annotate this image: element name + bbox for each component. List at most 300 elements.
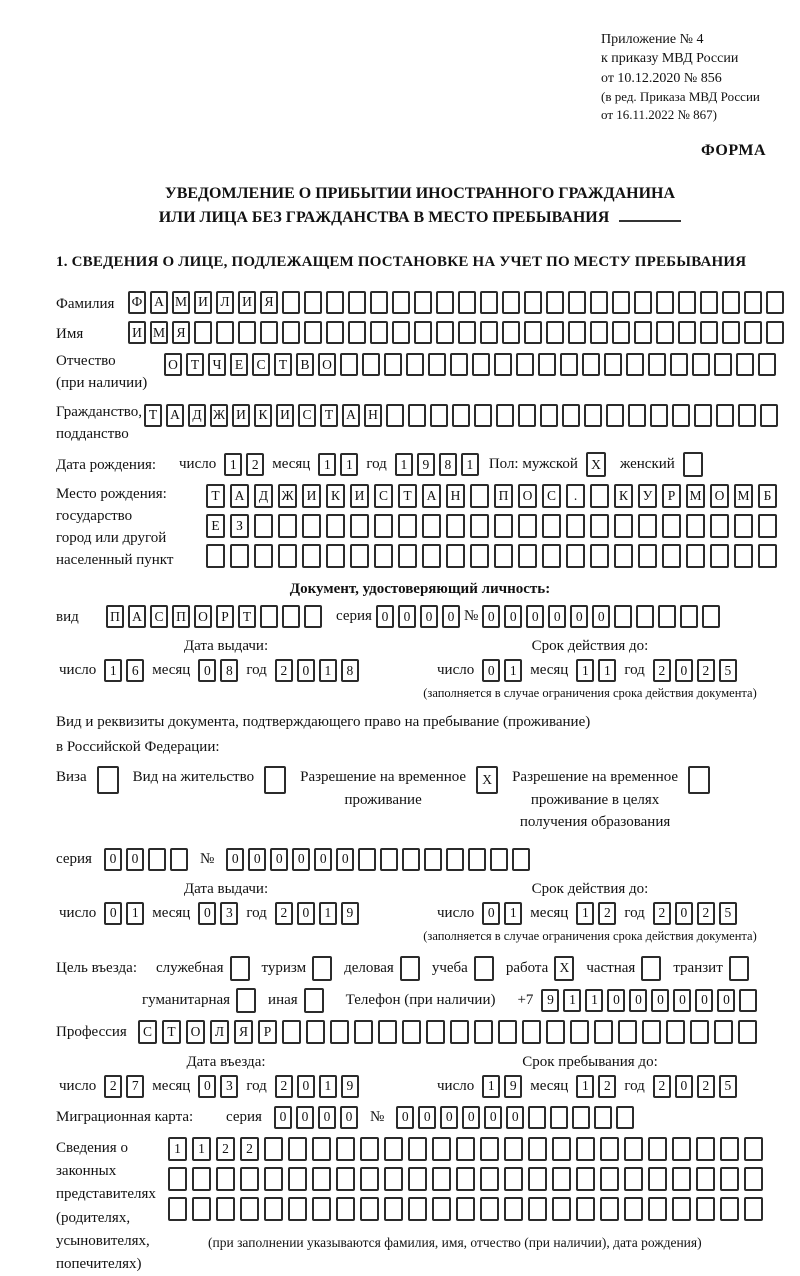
form-cell[interactable]: 2 xyxy=(697,1075,715,1098)
form-cell[interactable] xyxy=(402,1020,421,1044)
form-cell[interactable] xyxy=(336,1137,355,1161)
form-cell[interactable] xyxy=(696,1167,715,1191)
form-cell[interactable]: 0 xyxy=(717,989,735,1012)
form-cell[interactable]: Д xyxy=(188,404,206,427)
form-cell[interactable] xyxy=(474,404,492,427)
form-cell[interactable]: О xyxy=(518,484,537,508)
form-cell[interactable] xyxy=(384,1167,403,1191)
form-cell[interactable] xyxy=(672,1137,691,1161)
form-cell[interactable] xyxy=(330,1020,349,1044)
form-cell[interactable] xyxy=(658,605,676,628)
form-cell[interactable]: 1 xyxy=(504,659,522,682)
form-cell[interactable] xyxy=(168,1197,187,1221)
form-cell[interactable]: И xyxy=(276,404,294,427)
form-cell[interactable] xyxy=(362,353,380,376)
form-cell[interactable] xyxy=(744,321,762,344)
form-cell[interactable] xyxy=(240,1167,259,1191)
form-cell[interactable]: Т xyxy=(144,404,162,427)
form-cell[interactable] xyxy=(666,1020,685,1044)
form-cell[interactable] xyxy=(550,1106,568,1129)
form-cell[interactable]: И xyxy=(302,484,321,508)
form-cell[interactable]: 0 xyxy=(695,989,713,1012)
form-cell[interactable]: В xyxy=(296,353,314,376)
form-cell[interactable] xyxy=(336,1197,355,1221)
form-cell[interactable]: М xyxy=(150,321,168,344)
form-cell[interactable] xyxy=(302,514,321,538)
form-cell[interactable] xyxy=(480,291,498,314)
form-cell[interactable]: 2 xyxy=(697,902,715,925)
form-cell[interactable]: А xyxy=(230,484,249,508)
form-cell[interactable] xyxy=(714,353,732,376)
form-cell[interactable]: О xyxy=(710,484,729,508)
form-cell[interactable]: 1 xyxy=(126,902,144,925)
form-cell[interactable] xyxy=(170,848,188,871)
form-cell[interactable] xyxy=(716,404,734,427)
form-cell[interactable]: 0 xyxy=(506,1106,524,1129)
form-cell[interactable]: У xyxy=(638,484,657,508)
form-cell[interactable]: 0 xyxy=(104,848,122,871)
form-cell[interactable] xyxy=(216,1167,235,1191)
form-cell[interactable] xyxy=(760,404,778,427)
form-cell[interactable]: И xyxy=(128,321,146,344)
form-cell[interactable]: Т xyxy=(206,484,225,508)
form-cell[interactable] xyxy=(648,1197,667,1221)
form-cell[interactable] xyxy=(524,321,542,344)
form-cell[interactable] xyxy=(392,291,410,314)
form-cell[interactable] xyxy=(350,514,369,538)
form-cell[interactable] xyxy=(278,544,297,568)
form-cell[interactable] xyxy=(282,291,300,314)
form-cell[interactable] xyxy=(230,956,250,981)
form-cell[interactable]: О xyxy=(318,353,336,376)
form-cell[interactable]: 0 xyxy=(126,848,144,871)
form-cell[interactable] xyxy=(312,1167,331,1191)
form-cell[interactable]: М xyxy=(686,484,705,508)
form-cell[interactable]: 0 xyxy=(297,1075,315,1098)
form-cell[interactable] xyxy=(304,605,322,628)
form-cell[interactable] xyxy=(350,544,369,568)
form-cell[interactable]: Л xyxy=(210,1020,229,1044)
form-cell[interactable]: И xyxy=(232,404,250,427)
form-cell[interactable] xyxy=(614,544,633,568)
form-cell[interactable]: 1 xyxy=(340,453,358,476)
form-cell[interactable]: 1 xyxy=(576,659,594,682)
form-cell[interactable] xyxy=(614,605,632,628)
form-cell[interactable] xyxy=(528,1137,547,1161)
form-cell[interactable] xyxy=(688,766,710,794)
form-cell[interactable]: З xyxy=(230,514,249,538)
form-cell[interactable] xyxy=(282,321,300,344)
form-cell[interactable] xyxy=(192,1197,211,1221)
form-cell[interactable] xyxy=(612,321,630,344)
form-cell[interactable] xyxy=(304,291,322,314)
form-cell[interactable] xyxy=(384,353,402,376)
form-cell[interactable] xyxy=(496,404,514,427)
form-cell[interactable] xyxy=(590,514,609,538)
form-cell[interactable]: 9 xyxy=(341,1075,359,1098)
form-cell[interactable]: 0 xyxy=(296,1106,314,1129)
form-cell[interactable] xyxy=(600,1167,619,1191)
form-cell[interactable]: П xyxy=(172,605,190,628)
form-cell[interactable] xyxy=(236,988,256,1013)
form-cell[interactable]: 9 xyxy=(541,989,559,1012)
form-cell[interactable]: 0 xyxy=(675,902,693,925)
form-cell[interactable] xyxy=(458,291,476,314)
form-cell[interactable] xyxy=(604,353,622,376)
form-cell[interactable]: 0 xyxy=(198,659,216,682)
form-cell[interactable] xyxy=(714,1020,733,1044)
form-cell[interactable] xyxy=(546,291,564,314)
form-cell[interactable] xyxy=(494,353,512,376)
form-cell[interactable]: 0 xyxy=(297,902,315,925)
form-cell[interactable]: Н xyxy=(364,404,382,427)
form-cell[interactable]: 1 xyxy=(192,1137,211,1161)
form-cell[interactable] xyxy=(480,1197,499,1221)
form-cell[interactable]: 0 xyxy=(504,605,522,628)
form-cell[interactable] xyxy=(384,1197,403,1221)
form-cell[interactable] xyxy=(700,291,718,314)
form-cell[interactable] xyxy=(358,848,376,871)
form-cell[interactable] xyxy=(524,291,542,314)
form-cell[interactable] xyxy=(494,544,513,568)
form-cell[interactable] xyxy=(648,353,666,376)
form-cell[interactable]: С xyxy=(252,353,270,376)
form-cell[interactable]: 1 xyxy=(104,659,122,682)
form-cell[interactable]: 1 xyxy=(576,902,594,925)
form-cell[interactable] xyxy=(568,321,586,344)
form-cell[interactable]: 2 xyxy=(216,1137,235,1161)
form-cell[interactable]: Е xyxy=(206,514,225,538)
form-cell[interactable]: К xyxy=(326,484,345,508)
form-cell[interactable] xyxy=(264,1197,283,1221)
form-cell[interactable]: 3 xyxy=(220,902,238,925)
form-cell[interactable] xyxy=(538,353,556,376)
form-cell[interactable]: 0 xyxy=(442,605,460,628)
form-cell[interactable] xyxy=(720,1137,739,1161)
form-cell[interactable] xyxy=(516,353,534,376)
form-cell[interactable]: 1 xyxy=(319,1075,337,1098)
form-cell[interactable] xyxy=(406,353,424,376)
form-cell[interactable]: Р xyxy=(216,605,234,628)
form-cell[interactable] xyxy=(468,848,486,871)
form-cell[interactable] xyxy=(386,404,404,427)
form-cell[interactable]: Я xyxy=(234,1020,253,1044)
form-cell[interactable] xyxy=(436,291,454,314)
form-cell[interactable] xyxy=(758,353,776,376)
form-cell[interactable]: 2 xyxy=(697,659,715,682)
form-cell[interactable]: 6 xyxy=(126,659,144,682)
form-cell[interactable] xyxy=(378,1020,397,1044)
form-cell[interactable]: 1 xyxy=(461,453,479,476)
form-cell[interactable]: Т xyxy=(274,353,292,376)
form-cell[interactable]: Д xyxy=(254,484,273,508)
form-cell[interactable] xyxy=(590,544,609,568)
form-cell[interactable] xyxy=(720,1167,739,1191)
form-cell[interactable] xyxy=(392,321,410,344)
form-cell[interactable] xyxy=(498,1020,517,1044)
form-cell[interactable]: 0 xyxy=(297,659,315,682)
form-cell[interactable] xyxy=(570,1020,589,1044)
form-cell[interactable] xyxy=(683,452,703,477)
form-cell[interactable]: 0 xyxy=(592,605,610,628)
form-cell[interactable]: С xyxy=(374,484,393,508)
form-cell[interactable]: С xyxy=(542,484,561,508)
form-cell[interactable] xyxy=(398,544,417,568)
form-cell[interactable]: К xyxy=(614,484,633,508)
form-cell[interactable]: 2 xyxy=(246,453,264,476)
form-cell[interactable] xyxy=(680,605,698,628)
form-cell[interactable]: 9 xyxy=(504,1075,522,1098)
form-cell[interactable] xyxy=(230,544,249,568)
form-cell[interactable]: 0 xyxy=(420,605,438,628)
form-cell[interactable] xyxy=(694,404,712,427)
form-cell[interactable] xyxy=(216,1197,235,1221)
form-cell[interactable]: 5 xyxy=(719,902,737,925)
form-cell[interactable]: С xyxy=(298,404,316,427)
form-cell[interactable]: Я xyxy=(172,321,190,344)
form-cell[interactable] xyxy=(288,1197,307,1221)
form-cell[interactable]: Ф xyxy=(128,291,146,314)
form-cell[interactable]: Л xyxy=(216,291,234,314)
form-cell[interactable]: 2 xyxy=(275,902,293,925)
form-cell[interactable]: Б xyxy=(758,484,777,508)
form-cell[interactable] xyxy=(450,1020,469,1044)
form-cell[interactable] xyxy=(326,321,344,344)
form-cell[interactable]: 0 xyxy=(376,605,394,628)
form-cell[interactable]: 0 xyxy=(198,1075,216,1098)
form-cell[interactable]: 0 xyxy=(482,902,500,925)
form-cell[interactable] xyxy=(424,848,442,871)
form-cell[interactable] xyxy=(542,544,561,568)
form-cell[interactable] xyxy=(528,1197,547,1221)
form-cell[interactable] xyxy=(594,1106,612,1129)
form-cell[interactable] xyxy=(282,1020,301,1044)
form-cell[interactable] xyxy=(264,1137,283,1161)
form-cell[interactable] xyxy=(552,1167,571,1191)
form-cell[interactable]: 5 xyxy=(719,1075,737,1098)
form-cell[interactable] xyxy=(648,1167,667,1191)
form-cell[interactable] xyxy=(370,321,388,344)
form-cell[interactable] xyxy=(238,321,256,344)
form-cell[interactable]: 1 xyxy=(319,902,337,925)
form-cell[interactable]: Т xyxy=(320,404,338,427)
form-cell[interactable] xyxy=(642,1020,661,1044)
form-cell[interactable] xyxy=(700,321,718,344)
form-cell[interactable] xyxy=(470,544,489,568)
form-cell[interactable] xyxy=(502,321,520,344)
form-cell[interactable]: 0 xyxy=(629,989,647,1012)
form-cell[interactable]: . xyxy=(566,484,585,508)
form-cell[interactable] xyxy=(408,1167,427,1191)
form-cell[interactable]: О xyxy=(164,353,182,376)
form-cell[interactable] xyxy=(628,404,646,427)
form-cell[interactable] xyxy=(744,1197,763,1221)
form-cell[interactable] xyxy=(398,514,417,538)
form-cell[interactable]: 0 xyxy=(651,989,669,1012)
form-cell[interactable] xyxy=(360,1197,379,1221)
form-cell[interactable] xyxy=(766,321,784,344)
form-cell[interactable]: С xyxy=(138,1020,157,1044)
form-cell[interactable] xyxy=(306,1020,325,1044)
form-cell[interactable] xyxy=(312,1197,331,1221)
form-cell[interactable] xyxy=(254,544,273,568)
form-cell[interactable] xyxy=(672,404,690,427)
form-cell[interactable] xyxy=(662,544,681,568)
form-cell[interactable] xyxy=(552,1137,571,1161)
form-cell[interactable] xyxy=(590,291,608,314)
form-cell[interactable]: 2 xyxy=(653,659,671,682)
form-cell[interactable]: 0 xyxy=(104,902,122,925)
form-cell[interactable] xyxy=(744,291,762,314)
form-cell[interactable] xyxy=(722,321,740,344)
form-cell[interactable] xyxy=(758,514,777,538)
form-cell[interactable]: 0 xyxy=(292,848,310,871)
form-cell[interactable] xyxy=(326,291,344,314)
form-cell[interactable] xyxy=(354,1020,373,1044)
form-cell[interactable] xyxy=(672,1197,691,1221)
form-cell[interactable] xyxy=(670,353,688,376)
form-cell[interactable]: 0 xyxy=(226,848,244,871)
form-cell[interactable] xyxy=(738,1020,757,1044)
form-cell[interactable] xyxy=(692,353,710,376)
form-cell[interactable] xyxy=(240,1197,259,1221)
form-cell[interactable] xyxy=(562,404,580,427)
form-cell[interactable] xyxy=(216,321,234,344)
form-cell[interactable]: П xyxy=(494,484,513,508)
form-cell[interactable] xyxy=(288,1167,307,1191)
form-cell[interactable] xyxy=(576,1167,595,1191)
form-cell[interactable] xyxy=(470,514,489,538)
form-cell[interactable] xyxy=(744,1167,763,1191)
form-cell[interactable]: О xyxy=(186,1020,205,1044)
form-cell[interactable]: 0 xyxy=(248,848,266,871)
form-cell[interactable] xyxy=(606,404,624,427)
form-cell[interactable] xyxy=(518,514,537,538)
form-cell[interactable] xyxy=(568,291,586,314)
form-cell[interactable] xyxy=(326,544,345,568)
form-cell[interactable]: 1 xyxy=(482,1075,500,1098)
form-cell[interactable] xyxy=(436,321,454,344)
form-cell[interactable] xyxy=(738,404,756,427)
form-cell[interactable] xyxy=(360,1167,379,1191)
form-cell[interactable]: 9 xyxy=(417,453,435,476)
form-cell[interactable] xyxy=(456,1167,475,1191)
form-cell[interactable] xyxy=(686,514,705,538)
form-cell[interactable] xyxy=(304,321,322,344)
form-cell[interactable] xyxy=(302,544,321,568)
form-cell[interactable] xyxy=(636,605,654,628)
form-cell[interactable] xyxy=(678,321,696,344)
form-cell[interactable] xyxy=(696,1137,715,1161)
form-cell[interactable]: 1 xyxy=(318,453,336,476)
form-cell[interactable] xyxy=(490,848,508,871)
form-cell[interactable]: А xyxy=(128,605,146,628)
form-cell[interactable] xyxy=(729,956,749,981)
form-cell[interactable] xyxy=(370,291,388,314)
form-cell[interactable]: 0 xyxy=(318,1106,336,1129)
form-cell[interactable]: 1 xyxy=(319,659,337,682)
form-cell[interactable]: 0 xyxy=(482,605,500,628)
form-cell[interactable] xyxy=(624,1197,643,1221)
form-cell[interactable] xyxy=(430,404,448,427)
form-cell[interactable] xyxy=(422,514,441,538)
form-cell[interactable] xyxy=(148,848,166,871)
form-cell[interactable] xyxy=(452,404,470,427)
form-cell[interactable] xyxy=(336,1167,355,1191)
form-cell[interactable] xyxy=(480,1167,499,1191)
form-cell[interactable] xyxy=(590,484,609,508)
form-cell[interactable] xyxy=(432,1137,451,1161)
form-cell[interactable] xyxy=(474,956,494,981)
form-cell[interactable] xyxy=(374,514,393,538)
form-cell[interactable] xyxy=(260,321,278,344)
form-cell[interactable] xyxy=(576,1197,595,1221)
form-cell[interactable] xyxy=(638,514,657,538)
form-cell[interactable] xyxy=(616,1106,634,1129)
form-cell[interactable] xyxy=(739,989,757,1012)
form-cell[interactable]: 0 xyxy=(398,605,416,628)
form-cell[interactable]: И xyxy=(350,484,369,508)
form-cell[interactable] xyxy=(206,544,225,568)
form-cell[interactable] xyxy=(594,1020,613,1044)
form-cell[interactable] xyxy=(254,514,273,538)
form-cell[interactable] xyxy=(710,544,729,568)
form-cell[interactable] xyxy=(584,404,602,427)
form-cell[interactable]: Ж xyxy=(210,404,228,427)
form-cell[interactable] xyxy=(582,353,600,376)
form-cell[interactable] xyxy=(446,514,465,538)
form-cell[interactable] xyxy=(566,514,585,538)
form-cell[interactable]: 0 xyxy=(274,1106,292,1129)
form-cell[interactable] xyxy=(408,404,426,427)
form-cell[interactable] xyxy=(744,1137,763,1161)
form-cell[interactable] xyxy=(540,404,558,427)
form-cell[interactable] xyxy=(512,848,530,871)
form-cell[interactable] xyxy=(192,1167,211,1191)
form-cell[interactable] xyxy=(566,544,585,568)
form-cell[interactable] xyxy=(758,544,777,568)
form-cell[interactable] xyxy=(282,605,300,628)
form-cell[interactable]: 0 xyxy=(462,1106,480,1129)
form-cell[interactable]: 0 xyxy=(336,848,354,871)
form-cell[interactable] xyxy=(402,848,420,871)
form-cell[interactable] xyxy=(348,321,366,344)
form-cell[interactable] xyxy=(656,291,674,314)
form-cell[interactable] xyxy=(456,1197,475,1221)
form-cell[interactable] xyxy=(400,956,420,981)
form-cell[interactable]: 0 xyxy=(418,1106,436,1129)
form-cell[interactable]: М xyxy=(172,291,190,314)
form-cell[interactable] xyxy=(480,1137,499,1161)
form-cell[interactable] xyxy=(648,1137,667,1161)
form-cell[interactable] xyxy=(686,544,705,568)
form-cell[interactable] xyxy=(618,1020,637,1044)
form-cell[interactable] xyxy=(656,321,674,344)
form-cell[interactable] xyxy=(546,1020,565,1044)
form-cell[interactable] xyxy=(422,544,441,568)
form-cell[interactable] xyxy=(450,353,468,376)
form-cell[interactable] xyxy=(432,1197,451,1221)
form-cell[interactable]: Р xyxy=(662,484,681,508)
form-cell[interactable] xyxy=(518,544,537,568)
form-cell[interactable]: 1 xyxy=(224,453,242,476)
form-cell[interactable]: 1 xyxy=(563,989,581,1012)
form-cell[interactable]: 0 xyxy=(675,659,693,682)
form-cell[interactable] xyxy=(426,1020,445,1044)
form-cell[interactable]: 0 xyxy=(198,902,216,925)
form-cell[interactable] xyxy=(612,291,630,314)
form-cell[interactable]: 8 xyxy=(220,659,238,682)
